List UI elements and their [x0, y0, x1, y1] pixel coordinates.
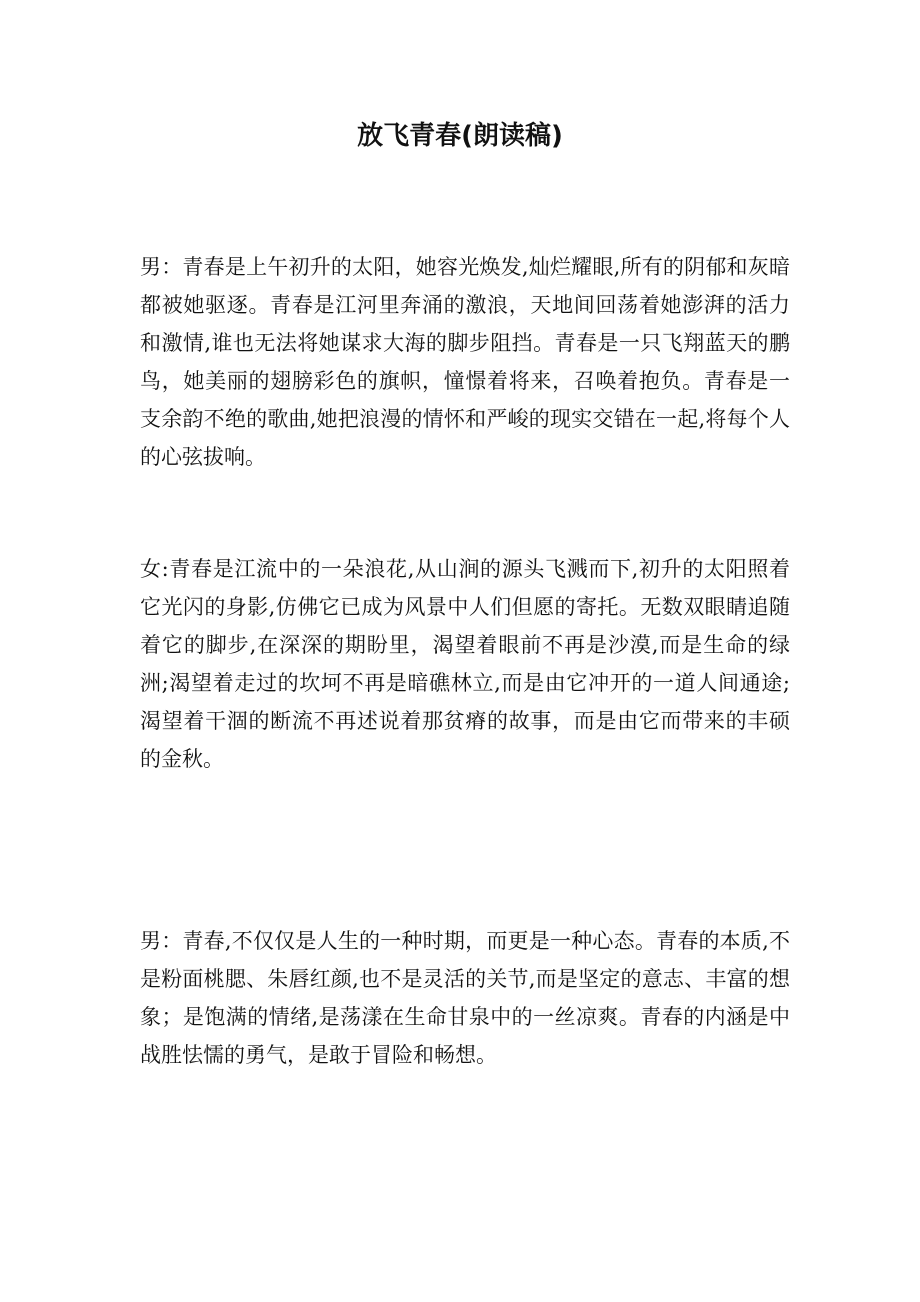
document-title: 放飞青春(朗读稿) [357, 121, 563, 151]
paragraph-female-1: 女:青春是江流中的一朵浪花,从山涧的源头飞溅而下,初升的太阳照着它光闪的身影,仿佛它已成为风景中人们但愿的寄托。无数双眼睛追随着它的脚步,在深深的期盼里，渴望着眼前不再是沙漠,而是生命的绿洲;渴望着走过的坎坷不再是暗礁林立,而是由它冲开的一道人间通途; 渴望着干涸的断流不再述说着那贫瘠的故事，而是由它而带来的丰硕的金秋。 [140, 557, 790, 771]
paragraph-male-2: 男：青春,不仅仅是人生的一种时期，而更是一种心态。青春的本质,不是粉面桃腮、朱唇红颜,也不是灵活的关节,而是坚定的意志、丰富的想象；是饱满的情绪,是荡漾在生命甘泉中的一丝凉爽。青春的内涵是中战胜怯懦的勇气，是敢于冒险和畅想。 [140, 929, 790, 1067]
paragraph-male-1: 男：青春是上午初升的太阳，她容光焕发,灿烂耀眼,所有的阴郁和灰暗都被她驱逐。青春是江河里奔涌的激浪，天地间回荡着她澎湃的活力和激情,谁也无法将她谋求大海的脚步阻挡。青春是一只飞翔蓝天的鹏鸟，她美丽的翅膀彩色的旗帜，憧憬着将来，召唤着抱负。青春是一支余韵不绝的歌曲,她把浪漫的情怀和严峻的现实交错在一起,将每个人的心弦拔响。 [140, 255, 790, 469]
